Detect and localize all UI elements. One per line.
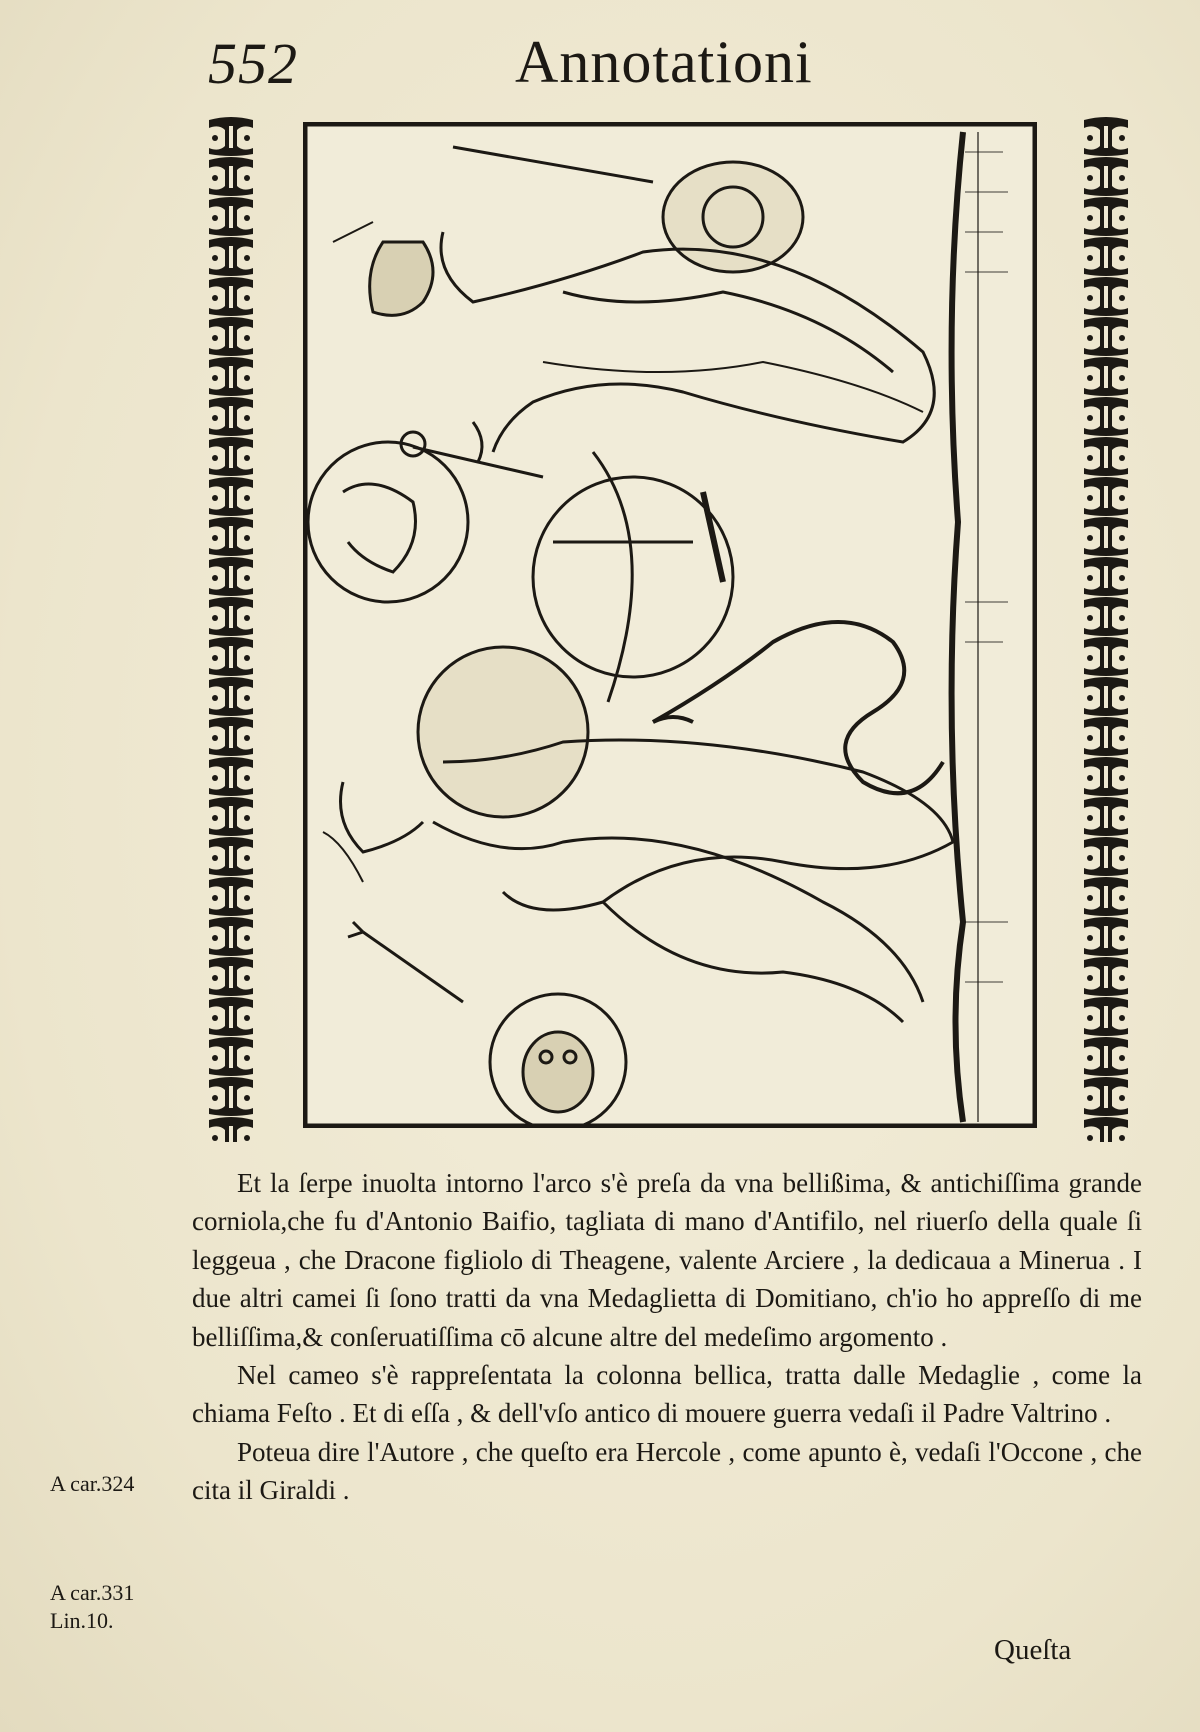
left-ornamental-border	[203, 116, 259, 1142]
margin-note-2	[50, 1579, 134, 1635]
running-head-title: Annotationi	[515, 29, 813, 95]
margin-note-2-line: Lin.10.	[50, 1608, 114, 1633]
catchword: Queſta	[994, 1634, 1072, 1666]
paragraph-1: Et la ſerpe inuolta intorno l'arco s'è preſa da vna bellißima, & antichiſſima grande corniola,che fu d'Antonio Baifio, tagliata di mano d'Antifilo, nel riuerſo della quale ſi leggeua , che Dracone figliolo di Theagene, valente Arciere , la dedicaua a Minerua . I due altri camei ſi ſono tratti da vna Medaglietta di Domitiano, ch'io ho appreſſo di me belliſſima,& conſeruatiſſima cō alcune altre del medeſimo argomento .	[192, 1168, 1142, 1352]
woodcut-illustration	[303, 122, 1037, 1128]
right-ornamental-border	[1078, 116, 1134, 1142]
margin-note-2-ref: A car.331	[50, 1580, 135, 1605]
margin-note-1-ref: A car.324	[50, 1471, 135, 1496]
paragraph-2: Nel cameo s'è rappreſentata la colonna bellica, tratta dalle Medaglie , come la chiama Feſto . Et di eſſa , & dell'vſo antico di mouere guerra vedaſi il Padre Valtrino .	[192, 1360, 1142, 1429]
body-text	[192, 1164, 1142, 1510]
page-number: 552	[208, 31, 298, 96]
paragraph-3: Poteua dire l'Autore , che queſto era Hercole , come apunto è, vedaſi l'Occone , che cita il Giraldi .	[192, 1436, 1142, 1506]
margin-note-1	[50, 1470, 134, 1498]
